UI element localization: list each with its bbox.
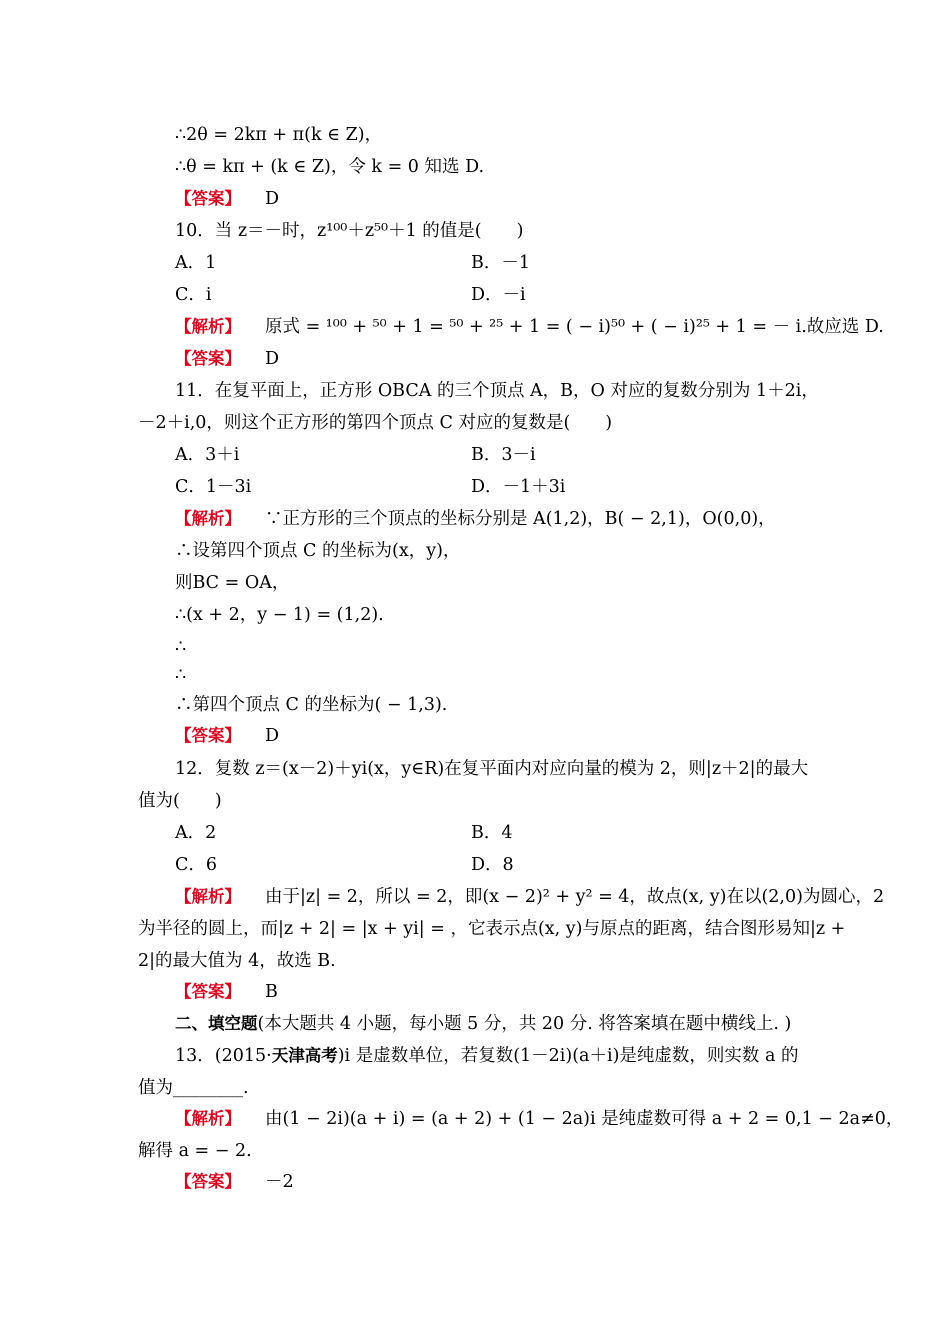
answer-label: 【答案】	[175, 726, 241, 745]
q12-stem-line-1: 12．复数 z＝(x－2)＋yi(x，y∈R)在复平面内对应向量的模为 2，则|z＋2|的最大	[175, 759, 809, 779]
section-title: 二、填空题	[175, 1014, 258, 1033]
q11-option-b: B．3－i	[471, 445, 536, 465]
q12-analysis-line-2: 为半径的圆上，而|z + 2| = |x + yi| = ，它表示点(x, y)与原点的距离，结合图形易知|z +	[138, 919, 846, 939]
q11-stem-line-1: 11．在复平面上，正方形 OBCA 的三个顶点 A，B，O 对应的复数分别为 1＋2i，	[175, 381, 819, 401]
analysis-label: 【解析】	[175, 887, 241, 906]
prev-solution-line-2: ∴θ = kπ + (k ∈ Z)，令 k = 0 知选 D.	[175, 157, 485, 177]
q10-analysis	[175, 315, 884, 339]
q12-analysis-line-3: 2|的最大值为 4，故选 B.	[138, 951, 336, 971]
q12-option-c: C．6	[175, 855, 218, 875]
answer-value: D	[265, 189, 280, 209]
analysis-label: 【解析】	[175, 509, 241, 528]
q10-answer	[175, 347, 279, 371]
q11-analysis-line-1	[175, 507, 776, 531]
answer-label: 【答案】	[175, 982, 241, 1001]
q13-number: 13．(2015·	[175, 1046, 272, 1066]
q10-analysis-text: 原式 = ¹⁰⁰ + ⁵⁰ + 1 = ⁵⁰ + ²⁵ + 1 = ( − i)⁵⁰ + ( − i)²⁵ + 1 = － i.故应选 D.	[265, 317, 884, 337]
section-heading	[175, 1012, 791, 1036]
q11-analysis-line-4: ∴(x + 2，y − 1) = (1,2).	[175, 605, 384, 625]
q11-option-a: A．3＋i	[175, 445, 240, 465]
answer-label: 【答案】	[175, 189, 241, 208]
q12-stem-line-2: 值为( )	[138, 791, 222, 811]
q11-analysis-line-3: 则BC = OA，	[175, 573, 290, 593]
q10-option-a: A．1	[175, 253, 217, 273]
answer-label: 【答案】	[175, 1172, 241, 1191]
q10-stem: 10．当 z＝－时，z¹⁰⁰＋z⁵⁰＋1 的值是( )	[175, 221, 524, 241]
q12-option-d: D．8	[471, 855, 514, 875]
answer-value: B	[265, 982, 278, 1002]
q13-answer	[175, 1170, 294, 1194]
q12-option-b: B．4	[471, 823, 513, 843]
q11-analysis-line-2: ∴设第四个顶点 C 的坐标为(x，y)，	[175, 541, 461, 561]
analysis-label: 【解析】	[175, 1109, 241, 1128]
q11-option-d: D．－1＋3i	[471, 477, 566, 497]
q12-analysis-text: 由于|z| = 2，所以 = 2，即(x − 2)² + y² = 4，故点(x, y)在以(2,0)为圆心，2	[265, 887, 885, 907]
answer-label: 【答案】	[175, 349, 241, 368]
answer-value: D	[265, 726, 280, 746]
q10-option-b: B．－1	[471, 253, 530, 273]
prev-solution-line-1: ∴2θ = 2kπ + π(k ∈ Z)，	[175, 125, 383, 145]
q11-option-c: C．1－3i	[175, 477, 252, 497]
q13-stem-text: )i 是虚数单位，若复数(1－2i)(a＋i)是纯虚数，则实数 a 的	[337, 1046, 799, 1066]
section-note: (本大题共 4 小题，每小题 5 分，共 20 分. 将答案填在题中横线上. )	[257, 1014, 792, 1034]
answer-value: －2	[265, 1172, 294, 1192]
q11-answer	[175, 724, 279, 748]
q11-analysis-text: ∵正方形的三个顶点的坐标分别是 A(1,2)，B( − 2,1)，O(0,0)，	[265, 509, 776, 529]
q12-option-a: A．2	[175, 823, 217, 843]
prev-answer	[175, 187, 279, 211]
q11-analysis-line-5: ∴	[175, 637, 187, 657]
q13-analysis-line-2: 解得 a = − 2.	[138, 1141, 252, 1161]
q10-option-d: D．－i	[471, 285, 526, 305]
q12-answer	[175, 980, 278, 1004]
analysis-label: 【解析】	[175, 317, 241, 336]
q13-stem-line-1	[175, 1044, 798, 1068]
q12-analysis-line-1	[175, 885, 884, 909]
q13-stem-line-2: 值为________.	[138, 1078, 249, 1098]
q13-source: 天津高考	[271, 1046, 338, 1065]
q10-option-c: C．i	[175, 285, 212, 305]
q13-analysis-text: 由(1 − 2i)(a + i) = (a + 2) + (1 − 2a)i 是纯虚数可得 a + 2 = 0,1 − 2a≠0，	[265, 1109, 904, 1129]
answer-value: D	[265, 349, 280, 369]
q11-analysis-line-7: ∴第四个顶点 C 的坐标为( − 1,3).	[175, 695, 448, 715]
q13-analysis-line-1	[175, 1107, 903, 1131]
q11-analysis-line-6: ∴	[175, 665, 187, 685]
q11-stem-line-2: －2＋i,0，则这个正方形的第四个顶点 C 对应的复数是( )	[138, 413, 613, 433]
